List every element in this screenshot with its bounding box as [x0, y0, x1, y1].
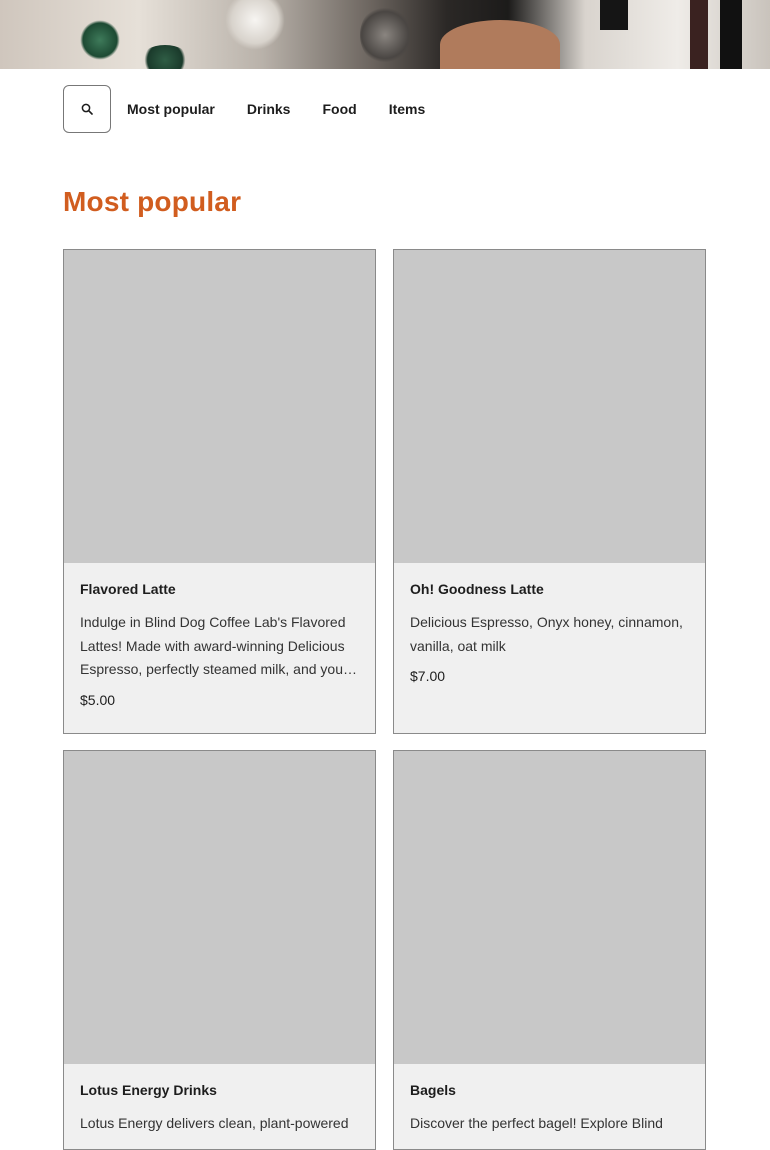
search-icon — [81, 103, 93, 115]
item-name: Bagels — [410, 1082, 456, 1098]
item-description: Lotus Energy delivers clean, plant-powered — [80, 1115, 349, 1131]
item-name: Flavored Latte — [80, 581, 176, 597]
hero-banner-image — [0, 0, 770, 69]
item-image — [394, 250, 705, 563]
item-description: Delicious Espresso, Onyx honey, cinnamon, vanilla, oat milk — [410, 614, 683, 654]
tab-items[interactable]: Items — [388, 101, 426, 117]
item-image — [64, 751, 375, 1064]
menu-item-card[interactable] — [63, 750, 376, 1150]
section-title: Most popular — [63, 186, 242, 217]
menu-item-card[interactable] — [393, 249, 706, 734]
item-name: Oh! Goodness Latte — [410, 581, 544, 597]
item-name: Lotus Energy Drinks — [80, 1082, 217, 1098]
tab-drinks[interactable]: Drinks — [246, 101, 291, 117]
item-price: $5.00 — [80, 691, 116, 708]
menu-item-card[interactable] — [63, 249, 376, 734]
search-button[interactable] — [63, 85, 111, 133]
menu-item-card[interactable] — [393, 750, 706, 1150]
category-nav — [63, 85, 441, 133]
tab-food[interactable]: Food — [322, 101, 357, 117]
tab-most-popular[interactable]: Most popular — [127, 101, 215, 117]
item-description: Indulge in Blind Dog Coffee Lab's Flavored Lattes! Made with award-winning Delicious Espresso, perfectly steamed milk, and your — [80, 614, 348, 677]
item-price: $7.00 — [410, 668, 446, 684]
item-description: Discover the perfect bagel! Explore Blind — [410, 1115, 663, 1131]
item-image — [394, 751, 705, 1064]
item-image — [64, 250, 375, 563]
